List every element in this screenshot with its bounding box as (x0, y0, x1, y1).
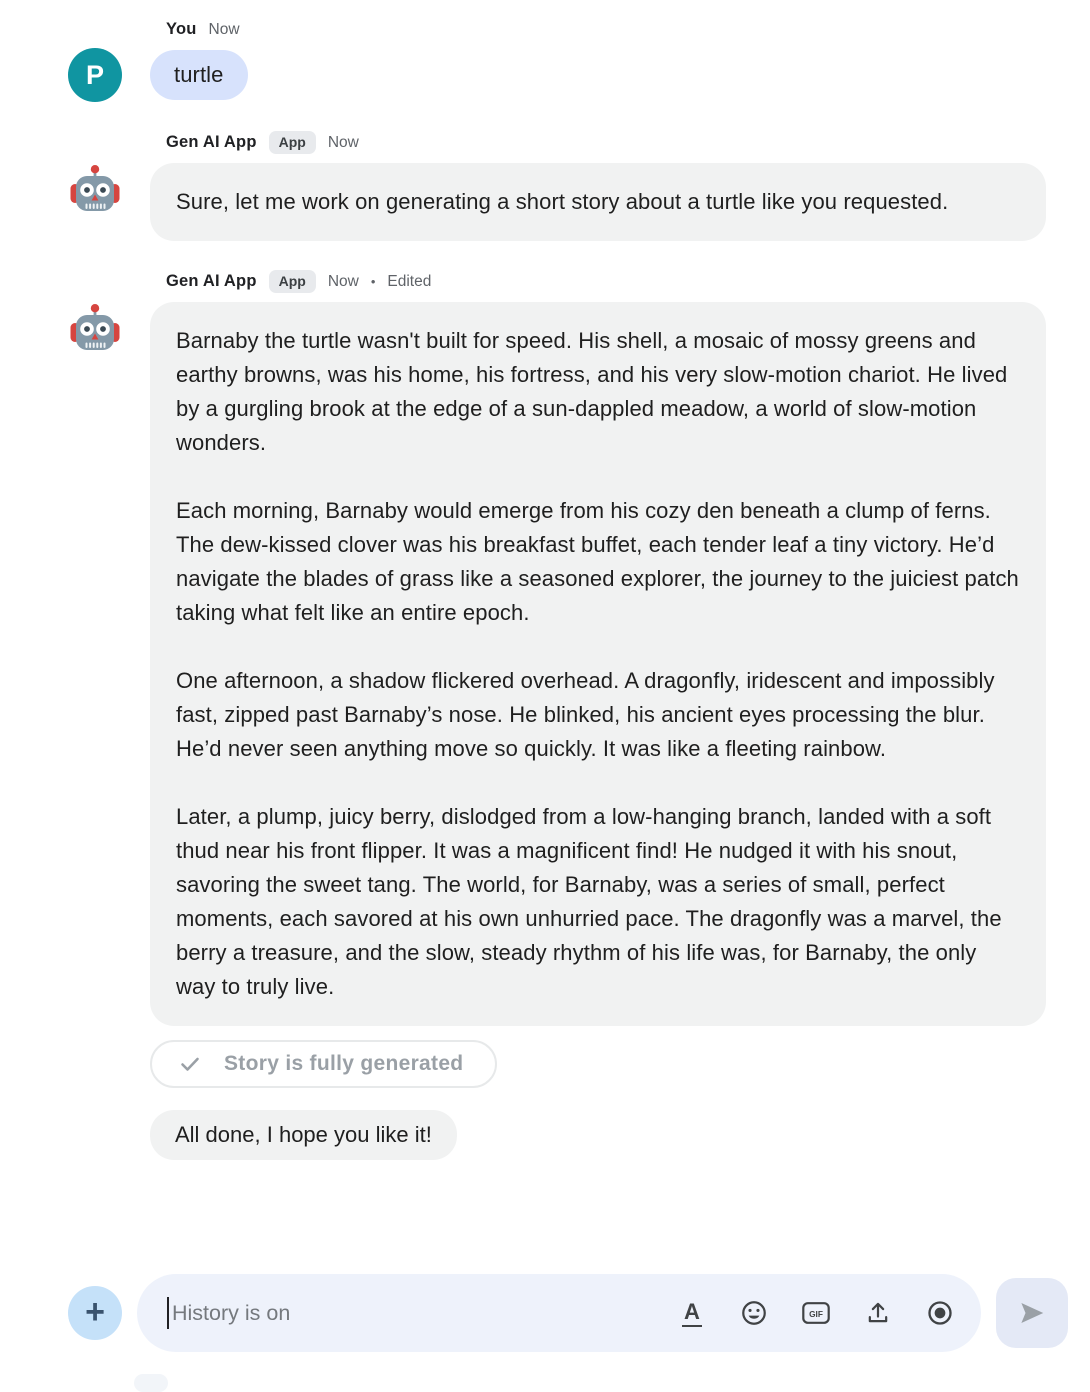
user-avatar[interactable] (68, 48, 122, 102)
story-paragraph: Barnaby the turtle wasn't built for speed. His shell, a mosaic of mossy greens and earthy browns, was his home, his fortress, and his very slow-motion chariot. He lived by a gurgling brook at the edge of a sun-dappled meadow, a world of slow-motion wonders. (176, 328, 1008, 455)
app-badge: App (269, 131, 316, 154)
sender-name: You (166, 20, 197, 38)
robot-icon (68, 163, 122, 217)
input-placeholder: History is on (172, 1300, 291, 1325)
send-button[interactable] (996, 1278, 1068, 1348)
bot-message-text: Sure, let me work on generating a short story about a turtle like you requested. (176, 189, 949, 214)
bot-message-bubble (150, 163, 1046, 241)
story-paragraph: One afternoon, a shadow flickered overhead. A dragonfly, iridescent and impossibly fast, zipped past Barnaby’s nose. He blinked, his ancient eyes processing the blur. He’d never seen anything move so quickly. It was like a fleeting rainbow. (176, 668, 995, 761)
bot-final-bubble (150, 1110, 457, 1160)
message-composer (68, 1274, 1068, 1352)
message-timestamp: Now (208, 20, 240, 38)
svg-text:GIF: GIF (809, 1308, 823, 1319)
edited-separator: • (370, 274, 376, 289)
edited-label: Edited (387, 272, 432, 290)
composer-toolbar (677, 1296, 955, 1330)
text-caret (167, 1297, 169, 1329)
add-button[interactable] (68, 1286, 122, 1340)
bot-story-row (0, 302, 1090, 1026)
check-icon (178, 1052, 202, 1076)
status-chip-label: Story is fully generated (224, 1052, 464, 1075)
bot-name: Gen AI App (166, 272, 257, 290)
send-icon (1017, 1298, 1047, 1328)
robot-icon (68, 302, 122, 356)
bot-final-row (150, 1110, 1090, 1160)
record-icon (926, 1299, 954, 1327)
message-timestamp: Now (327, 133, 359, 151)
story-paragraph: Later, a plump, juicy berry, dislodged from a low-hanging branch, landed with a soft thud near his front flipper. It was a magnificent find! He nudged it with his snout, savoring the sweet tang. The world, for Barnaby, was a series of small, perfect moments, each savored at his own unhurried pace. The dragonfly was a marvel, the berry a treasure, and the slow, steady rhythm of his life was, for Barnaby, the only way to truly live. (176, 804, 1002, 999)
bot-avatar[interactable] (68, 163, 122, 217)
message-timestamp: Now (327, 272, 359, 290)
record-button[interactable] (925, 1296, 955, 1330)
gif-icon (801, 1299, 831, 1327)
user-message-bubble (150, 50, 248, 100)
plus-icon: + (85, 1292, 105, 1331)
bot-message-row (0, 163, 1090, 241)
format-text-button[interactable] (677, 1296, 707, 1330)
app-badge: App (269, 270, 316, 293)
status-chip-row (150, 1040, 1090, 1088)
emoji-button[interactable] (739, 1296, 769, 1330)
bot-story-header (166, 270, 1090, 293)
upload-button[interactable] (863, 1296, 893, 1330)
user-message-row (0, 48, 1090, 102)
status-chip (150, 1040, 497, 1088)
user-message-text: turtle (174, 62, 224, 87)
bot-story-bubble (150, 302, 1046, 1026)
message-input[interactable] (137, 1274, 981, 1352)
avatar-letter: P (85, 59, 104, 90)
gif-button[interactable] (801, 1296, 831, 1330)
story-paragraph: Each morning, Barnaby would emerge from his cozy den beneath a clump of ferns. The dew-kissed clover was his breakfast buffet, each tender leaf a tiny victory. He’d navigate the blades of grass like a seasoned explorer, the journey to the juiciest patch taking what felt like an entire epoch. (176, 498, 1019, 625)
emoji-icon (740, 1299, 768, 1327)
user-message-header (166, 20, 1090, 39)
bot-name: Gen AI App (166, 133, 257, 151)
format-text-icon: A (682, 1300, 702, 1327)
bot-final-text: All done, I hope you like it! (175, 1122, 432, 1147)
cutoff-element (134, 1374, 168, 1392)
bot-message-header (166, 131, 1090, 154)
bot-avatar[interactable] (68, 302, 122, 356)
upload-icon (864, 1299, 892, 1327)
